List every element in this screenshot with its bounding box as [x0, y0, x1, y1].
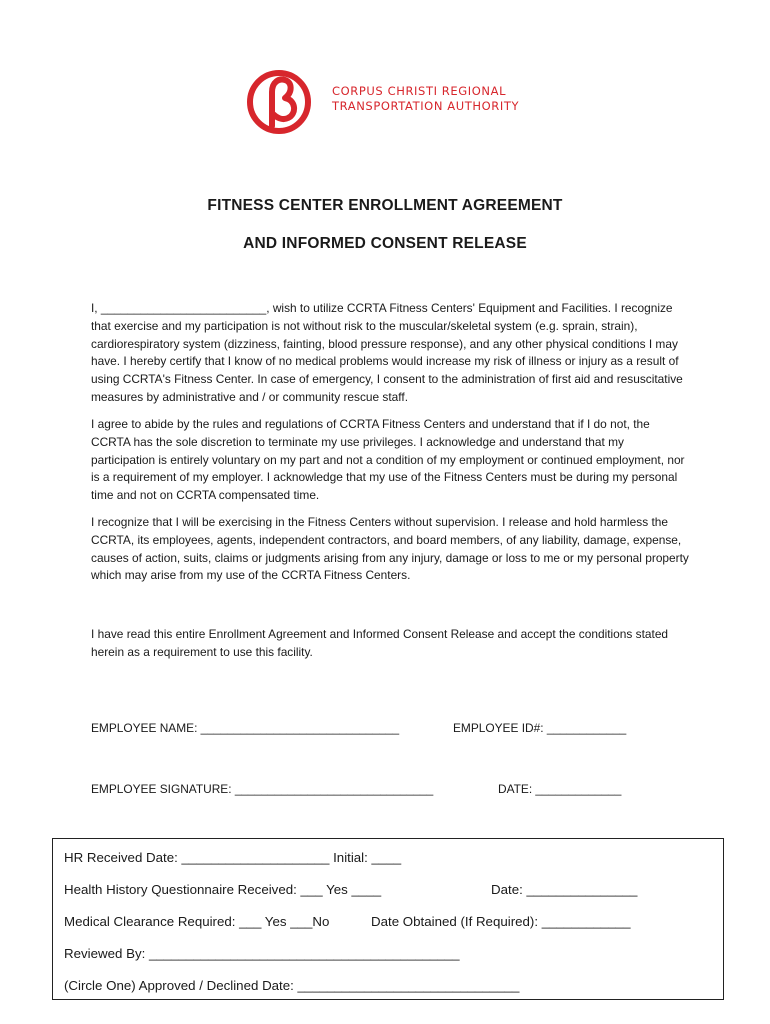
document-subtitle: AND INFORMED CONSENT RELEASE — [243, 235, 527, 252]
reviewed-by-line[interactable]: Reviewed By: __________________________________________ — [64, 946, 460, 961]
logo-line-2: TRANSPORTATION AUTHORITY — [332, 99, 520, 113]
employee-signature-field[interactable]: EMPLOYEE SIGNATURE: ______________________________ — [91, 782, 434, 796]
questionnaire-date-line[interactable]: Date: _______________ — [491, 882, 638, 897]
hr-use-box — [52, 838, 724, 1000]
hr-received-date-line[interactable]: HR Received Date: ____________________ Initial: ____ — [64, 850, 402, 865]
consent-paragraph-1: I, _________________________, wish to utilize CCRTA Fitness Centers' Equipment and Facilities. I recognize that exercise and my participation is not without risk to the muscular/skeletal system (e.g. sprain, strain), cardiorespiratory system (dizziness, fainting, blood pressure response), and any other physical conditions I may have. I hereby certify that I know of no medical problems would increase my risk of illness or injury as a result of using CCRTA's Fitness Center. In case of emergency, I consent to the administration of first aid and resuscitative measures by administrative and / or community rescue staff. — [91, 301, 683, 404]
logo-text — [332, 84, 519, 114]
health-questionnaire-line[interactable]: Health History Questionnaire Received: ___ Yes ____ — [64, 882, 382, 897]
consent-paragraph-2: I agree to abide by the rules and regulations of CCRTA Fitness Centers and understand that if I do not, the CCRTA has the sole discretion to terminate my use privileges. I acknowledge and understand that my participation is entirely voluntary on my part and not a condition of my employment or continued employment, nor is a requirement of my employer. I acknowledge that my use of the Fitness Centers must be during my personal time and not on CCRTA compensated time. — [91, 417, 685, 503]
consent-paragraph-3: I recognize that I will be exercising in the Fitness Centers without supervision. I release and hold harmless the CCRTA, its employees, agents, independent contractors, and board members, of any liability, damage, expense, causes of action, suits, claims or judgments arising from any injury, damage or loss to me or my personal property which may arise from my use of the CCRTA Fitness Centers. — [91, 515, 689, 583]
date-obtained-line[interactable]: Date Obtained (If Required): ____________ — [371, 914, 631, 929]
consent-paragraph-4: I have read this entire Enrollment Agreement and Informed Consent Release and accept the conditions stated herein as a requirement to use this facility. — [91, 627, 669, 659]
logo-line-1: CORPUS CHRISTI REGIONAL — [332, 84, 507, 98]
ccrta-logo-mark — [246, 62, 312, 142]
approval-line[interactable]: (Circle One) Approved / Declined Date: ______________________________ — [64, 978, 520, 993]
date-field[interactable]: DATE: _____________ — [498, 782, 622, 796]
employee-id-field[interactable]: EMPLOYEE ID#: ____________ — [453, 721, 627, 735]
medical-clearance-line[interactable]: Medical Clearance Required: ___ Yes ___No — [64, 914, 330, 929]
ccrta-logo — [246, 62, 546, 142]
document-title: FITNESS CENTER ENROLLMENT AGREEMENT — [207, 197, 563, 214]
employee-name-field[interactable]: EMPLOYEE NAME: ______________________________ — [91, 721, 400, 735]
